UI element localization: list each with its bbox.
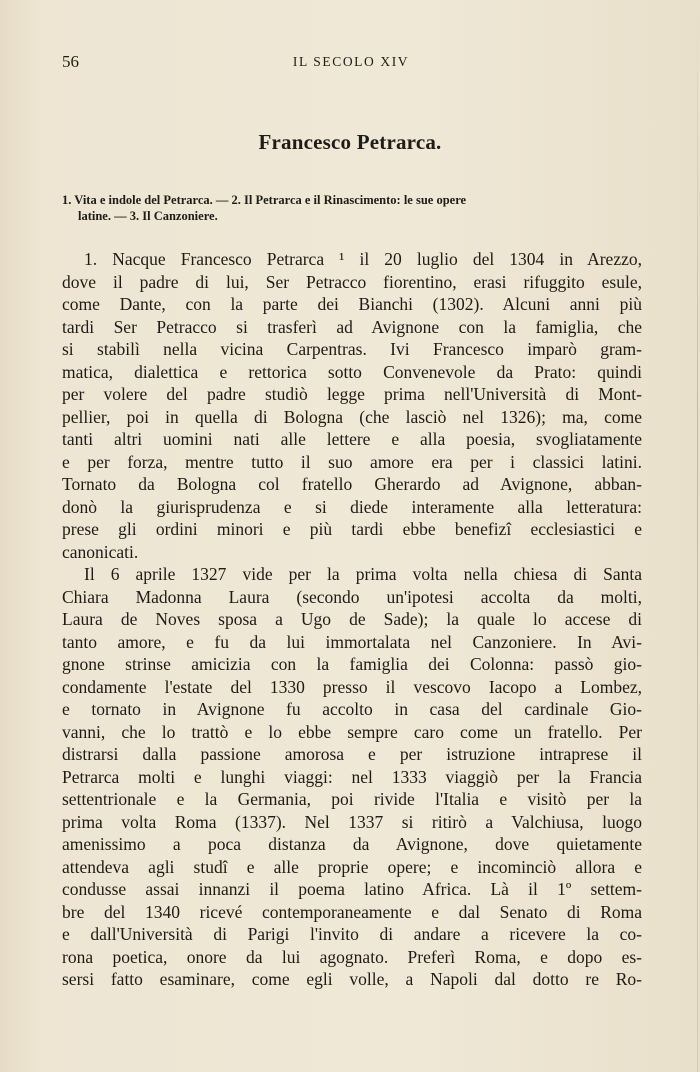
text-line: come Dante, con la parte dei Bianchi (1302). Alcuni anni più (62, 294, 642, 314)
text-line: rona poetica, onore da lui agognato. Preferì Roma, e dopo es- (62, 946, 642, 967)
text-line: distrarsi dalla passione amorosa e per istruzione intraprese il (62, 744, 642, 764)
text-line: tanti altri uomini nati alle lettere e alla poesia, svogliatamente (62, 429, 642, 449)
text-line: 1. Nacque Francesco Petrarca ¹ il 20 luglio del 1304 in Arezzo, (84, 249, 642, 269)
text-line: si stabilì nella vicina Carpentras. Ivi Francesco imparò gram- (62, 339, 642, 359)
text-line: Il 6 aprile 1327 vide per la prima volta nella chiesa di Santa (84, 564, 642, 584)
chapter-summary (62, 192, 640, 224)
text-line: Petrarca molti e lunghi viaggi: nel 1333 viaggiò per la Francia (62, 766, 642, 787)
body-text (62, 248, 642, 991)
text-line: Chiara Madonna Laura (secondo un'ipotesi accolta da molti, (62, 586, 642, 607)
text-line: settentrionale e la Germania, poi rivide l'Italia e visitò per la (62, 789, 642, 809)
paragraph-2 (62, 563, 642, 991)
text-line: dove il padre di lui, Ser Petracco fiorentino, erasi rifuggito esule, (62, 271, 642, 292)
text-line: Laura de Noves sposa a Ugo de Sade); la quale lo accese di (62, 609, 642, 629)
text-line: gnone strinse amicizia con la famiglia dei Colonna: passò gio- (62, 654, 642, 674)
running-title: IL SECOLO XIV (292, 54, 410, 69)
chapter-title: Francesco Petrarca. (258, 130, 442, 154)
page-edge-shadow (697, 0, 698, 1072)
summary-line: 1. Vita e indole del Petrarca. — 2. Il Petrarca e il Rinascimento: le sue opere (62, 193, 467, 207)
text-line: prima volta Roma (1337). Nel 1337 si ritirò a Valchiusa, luogo (62, 811, 642, 832)
text-line: matica, dialettica e rettorica sotto Convenevole da Prato: quindi (62, 361, 642, 382)
text-line: Tornato da Bologna col fratello Gherardo ad Avignone, abban- (62, 474, 642, 494)
summary-line: latine. — 3. Il Canzoniere. (78, 209, 218, 223)
text-line: attendeva agli studî e alle proprie opere; e incominciò allora e (62, 856, 642, 877)
paragraph-1 (62, 248, 642, 563)
text-line: e dall'Università di Parigi l'invito di andare a ricevere la co- (62, 924, 642, 944)
text-line: amenissimo a poca distanza da Avignone, dove quietamente (62, 834, 642, 854)
text-line: prese gli ordini minori e più tardi ebbe benefizî ecclesiastici e (62, 519, 642, 539)
running-head (62, 52, 640, 76)
text-line: sersi fatto esaminare, come egli volle, a Napoli dal dotto re Ro- (62, 969, 642, 989)
text-line: vanni, che lo trattò e lo ebbe sempre caro come un fratello. Per (62, 721, 642, 742)
text-line: condamente l'estate del 1330 presso il vescovo Iacopo a Lombez, (62, 676, 642, 697)
text-line: canonicati. (62, 541, 139, 562)
text-line: per volere del padre studiò legge prima nell'Università di Mont- (62, 384, 642, 404)
text-line: e tornato in Avignone fu accolto in casa del cardinale Gio- (62, 699, 642, 719)
text-line: tanto amore, e fu da lui immortalata nel Canzoniere. In Avi- (62, 631, 642, 652)
text-line: condusse assai innanzi il poema latino Africa. Là il 1º settem- (62, 879, 642, 899)
page-number: 56 (62, 52, 79, 71)
text-line: bre del 1340 ricevé contemporaneamente e dal Senato di Roma (62, 901, 642, 922)
text-line: donò la giurisprudenza e si diede interamente alla letteratura: (62, 496, 642, 517)
text-line: tardi Ser Petracco si trasferì ad Avignone con la famiglia, che (62, 316, 642, 337)
text-line: pellier, poi in quella di Bologna (che lasciò nel 1326); ma, come (62, 406, 642, 427)
text-line: e per forza, mentre tutto il suo amore era per i classici latini. (62, 451, 642, 472)
